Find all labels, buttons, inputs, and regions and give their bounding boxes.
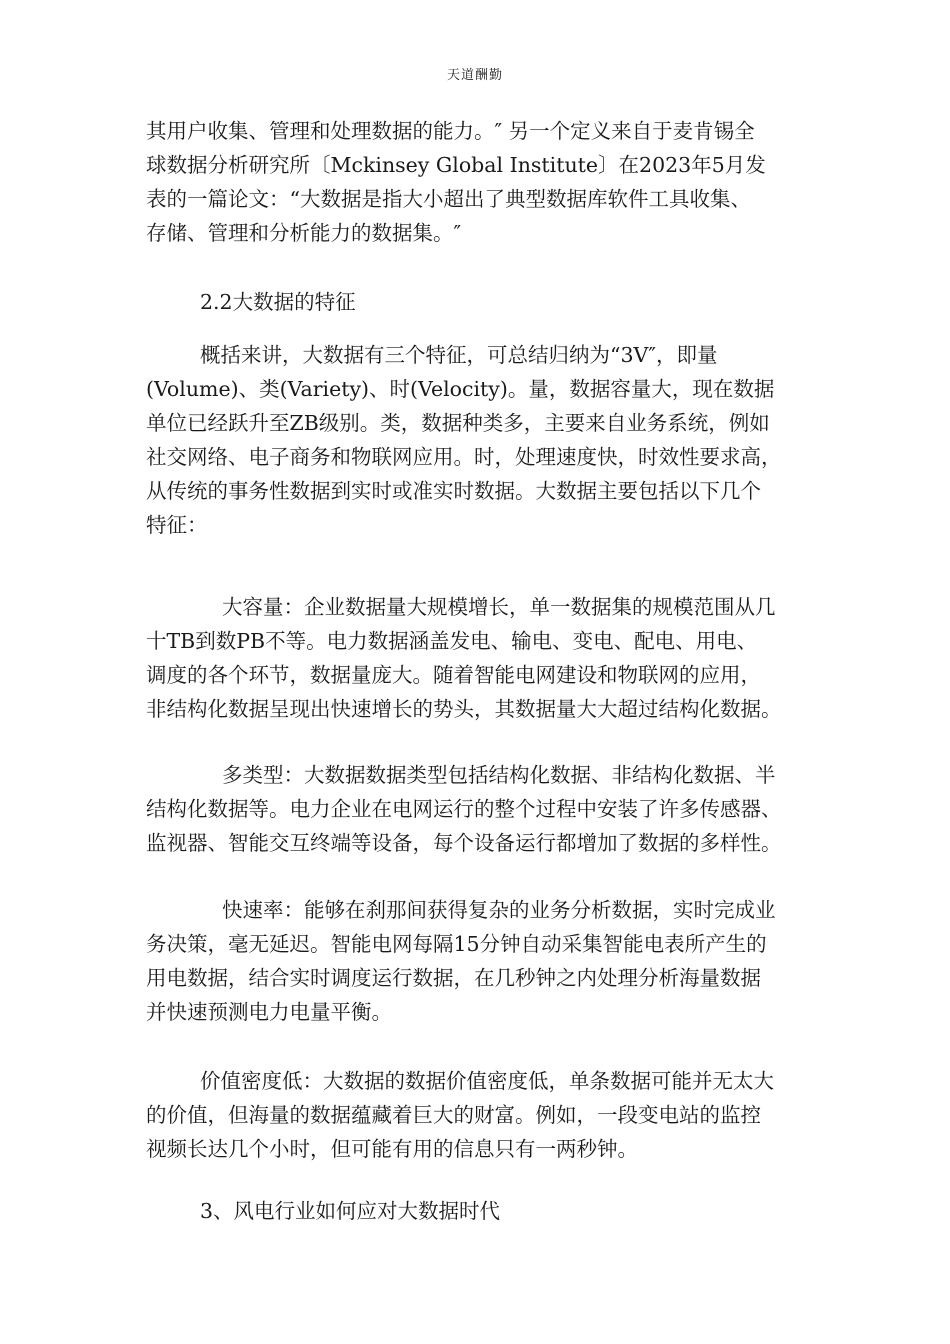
- paragraph-value-density: [146, 1064, 806, 1166]
- text-line: 结构化数据等。电力企业在电网运行的整个过程中安装了许多传感器、: [146, 797, 782, 821]
- text-line: 单位已经跃升至ZB级别。类，数据种类多，主要来自业务系统，例如: [146, 411, 770, 435]
- text-line: 务决策，毫无延迟。智能电网每隔15分钟自动采集智能电表所产生的: [146, 932, 767, 956]
- text-line: 社交网络、电子商务和物联网应用。时，处理速度快，时效性要求高，: [146, 445, 782, 469]
- section-heading-3: 3、风电行业如何应对大数据时代: [200, 1199, 501, 1223]
- text-line: (Volume)、类(Variety)、时(Velocity)。量，数据容量大，现在数据: [146, 377, 775, 401]
- text-line: 监视器、智能交互终端等设备，每个设备运行都增加了数据的多样性。: [146, 831, 782, 855]
- paragraph-volume: [146, 590, 806, 726]
- text-line: 概括来讲，大数据有三个特征，可总结归纳为“3V″，即量: [200, 343, 718, 367]
- text-line: 用电数据，结合实时调度运行数据，在几秒钟之内处理分析海量数据: [146, 966, 761, 990]
- text-line: 并快速预测电力电量平衡。: [146, 1000, 392, 1024]
- paragraph-definition: [146, 114, 806, 250]
- page-header-title: 天道酬勤: [446, 68, 503, 83]
- text-line: 的价值，但海量的数据蕴藏着巨大的财富。例如，一段变电站的监控: [146, 1103, 761, 1127]
- text-line: 大容量：企业数据量大规模增长，单一数据集的规模范围从几: [222, 595, 776, 619]
- text-line: 表的一篇论文：“大数据是指大小超出了典型数据库软件工具收集、: [146, 187, 751, 211]
- text-line: 从传统的事务性数据到实时或准实时数据。大数据主要包括以下几个: [146, 479, 761, 503]
- paragraph-variety: [146, 758, 806, 860]
- text-line: 调度的各个环节，数据量庞大。随着智能电网建设和物联网的应用，: [146, 663, 761, 687]
- text-line: 非结构化数据呈现出快速增长的势头，其数据量大大超过结构化数据。: [146, 697, 782, 721]
- paragraph-velocity: [146, 893, 806, 1029]
- text-line: 十TB到数PB不等。电力数据涵盖发电、输电、变电、配电、用电、: [146, 629, 758, 653]
- text-line: 多类型：大数据数据类型包括结构化数据、非结构化数据、半: [222, 763, 776, 787]
- text-line: 视频长达几个小时，但可能有用的信息只有一两秒钟。: [146, 1137, 638, 1161]
- text-line: 快速率：能够在刹那间获得复杂的业务分析数据，实时完成业: [222, 898, 776, 922]
- paragraph-3v-overview: [146, 338, 806, 542]
- text-line: 其用户收集、管理和处理数据的能力。″ 另一个定义来自于麦肯锡全: [146, 119, 755, 143]
- text-line: 存储、管理和分析能力的数据集。″: [146, 221, 462, 245]
- section-heading-2-2: 2.2大数据的特征: [200, 290, 356, 314]
- text-line: 特征：: [146, 513, 208, 537]
- text-line: 球数据分析研究所〔Mckinsey Global Institute〕在2023年5月发: [146, 153, 766, 177]
- text-line: 价值密度低：大数据的数据价值密度低，单条数据可能并无太大: [200, 1069, 774, 1093]
